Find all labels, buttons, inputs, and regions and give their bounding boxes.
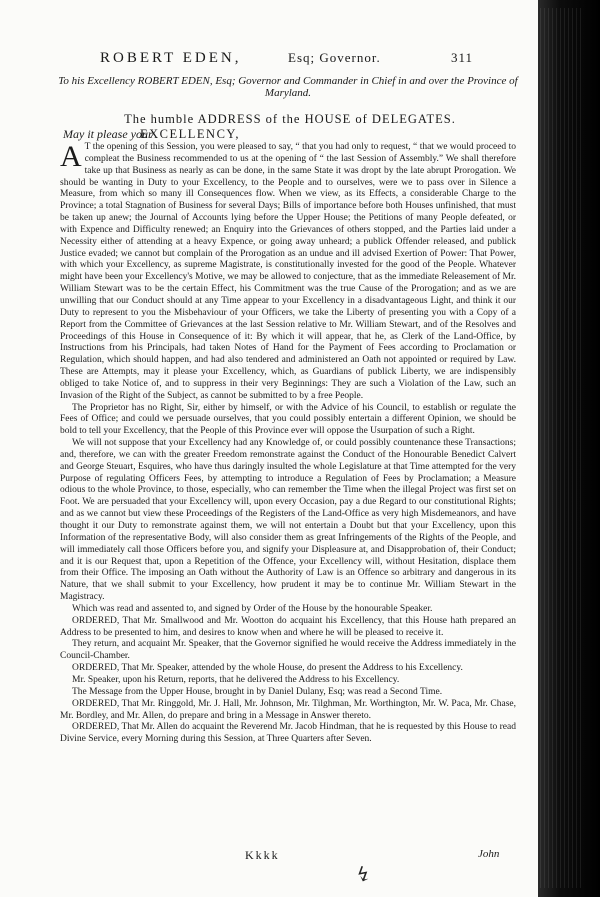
paragraph: ORDERED, That Mr. Speaker, attended by the whole House, do present the Address to his Excellency. <box>72 663 463 674</box>
paragraph: Which was read and assented to, and signed by Order of the House by the honourable Speaker. <box>72 603 433 614</box>
paragraph: ORDERED, That Mr. Ringgold, Mr. J. Hall, Mr. Johnson, Mr. Tilghman, Mr. Worthington, Mr. W. Paca, Mr. Chase, Mr. Bordley, and Mr. Allen, do prepare and bring in a Message in Answer thereto. <box>60 698 516 721</box>
catchword: John <box>478 848 500 860</box>
paragraph: We will not suppose that your Excellency had any Knowledge of, or could possibly countenance these Transactions; and, therefore, we can with the greater Freedom remonstrate against the Conduct of the Honourable Benedict Calvert and George Steuart, Esquires, who have thus daringly insulted the whole Legislature at that Time attempted for the very Purpose of regulating Officers Fees, by attempting to introduce a Regulation of Fees by Proclamation; a Measure odious to the whole Province, to those, especially, who can remember the Time when the illegal Project was first set on Foot. We are persuaded that your Excellency will, upon every Occasion, pay a due Regard to our constitutional Rights; and as we cannot but view these Proceedings of the Registers of the Land-Office as very high Misdemeanors, and have thought it our Duty to remonstrate against them, we will not entertain a Doubt but that your Excellency, upon this Information of the representative Body, will also consider them as great Infringements of the Rights of the People, and will immediately call those Officers before you, and signify your Displeasure at, and Disapprobation of, their Conduct; and it is our Request that, upon a Repetition of the Offence, your Excellency will, without Hesitation, displace them from their Office. The imposing an Oath without the Authority of Law is an Offence so arbitrary and dangerous in its Nature, that we shall submit to your Excellency, how prudent it may be to continue Mr. William Stewart in the Magistracy. <box>60 438 516 603</box>
signature-mark: Kkkk <box>245 848 280 862</box>
paragraph: The Proprietor has no Right, Sir, either by himself, or with the Advice of his Council, to establish or regulate the Fees of Office; and could we persuade ourselves, that you could possibly entertain a different Opinion, we should be bold to tell your Excellency, that the People of this Province ever will oppose the Usurpation of such a Right. <box>60 402 516 437</box>
drop-cap: A <box>60 140 82 173</box>
address-heading: The humble ADDRESS of the HOUSE of DELEGATES. <box>124 112 456 126</box>
running-head-name: ROBERT EDEN, <box>100 50 242 66</box>
page-edge-lines <box>540 8 584 888</box>
paragraph <box>60 142 516 403</box>
paragraph: The Message from the Upper House, brought in by Daniel Dulany, Esq; was read a Second Time. <box>72 686 443 697</box>
addressee-line: To his Excellency ROBERT EDEN, Esq; Governor and Commander in Chief in and over the Province of Maryland. <box>58 75 518 99</box>
paragraph: Mr. Speaker, upon his Return, reports, that he delivered the Address to his Excellency. <box>72 674 400 685</box>
paragraph: They return, and acquaint Mr. Speaker, that the Governor signified he would receive the Address immediately in the Council-Chamber. <box>60 639 516 662</box>
ink-smudge-icon: ↯ <box>353 862 374 888</box>
paragraph: ORDERED, That Mr. Smallwood and Mr. Wootton do acquaint his Excellency, that this House hath prepared an Address to be presented to him, and desires to know when and where he will be pleased to receive it. <box>60 615 516 638</box>
paragraph: ORDERED, That Mr. Allen do acquaint the Reverend Mr. Jacob Hindman, that he is requested by this House to read Divine Service, every Morning during this Session, at Three Quarters after Seven. <box>60 722 516 745</box>
running-head-title: Esq; Governor. <box>288 50 381 65</box>
salutation-excellency: EXCELLENCY, <box>140 127 240 141</box>
paragraph-text: T the opening of this Session, you were pleased to say, “ that you had only to request, “ that we would proceed to compleat the Business recommended to us at the opening of “ the last Session of Assembly.” We shall therefore take up that Business as nearly as can be done, in the same State it was dropt by the late abrupt Prorogation. We should be wanting in Duty to your Excellency, to the People and to ourselves, were we to pass over in Silence a Measure, from which so many ill Consequences flow. When we view, as its Effects, a considerable Charge to the Province; a total Stagnation of Business for several Days; Bills of importance before both Houses unfinished, that must be taken up anew; the Journal of Accounts lying before the Upper House; the Petitions of many People defeated, or with Expence and Difficulty renewed; an Enquiry into the Grievances of others stopped, and the Parties laid under a Necessity either of attending at a heavy Expence, or going away unheard; a publick Offender released, and publick Justice evaded; we cannot but complain of the Prorogation as an undue and ill advised Exertion of Power: That Power, with which your Excellency, as supreme Magistrate, is constitutionally invested for the good of the People. Whatever might have been your Excellency's Motive, we may be allowed to conjecture, that as the immediate Releasement of Mr. William Stewart was to be the certain Effect, his Commitment was the true Cause of the Prorogation; and as we are unwilling that our Conduct should at any Time appear to your Excellency in a disadvantageous Light, and think it our Duty to represent to you the Misbehaviour of your Officers, we take the Liberty of presenting you with a Copy of a Report from the Committee of Grievances at the last Session relative to Mr. William Stewart, and of the Resolves and Proceedings of this House in Consequence of it: By which it will appear, that he, as Clerk of the Land-Office, by Instructions from his Principals, had taken Notes of Hand for the Payment of Fees according to Proclamation or Regulation, which should happen, and had also tendered and administered an Oath not appointed or required by Law. These are Attempts, may it please your Excellency, which, as Guardians of publick Liberty, we are indispensibly obliged to take Notice of, and to suppress in their very Beginnings: They are such a Violation of the Law, such an Invasion of the Right of the Subject, as cannot be submitted to by a free People. <box>60 142 516 401</box>
body-text <box>60 142 516 746</box>
salutation-opening: May it please your <box>63 127 153 141</box>
page-number: 311 <box>451 50 474 65</box>
